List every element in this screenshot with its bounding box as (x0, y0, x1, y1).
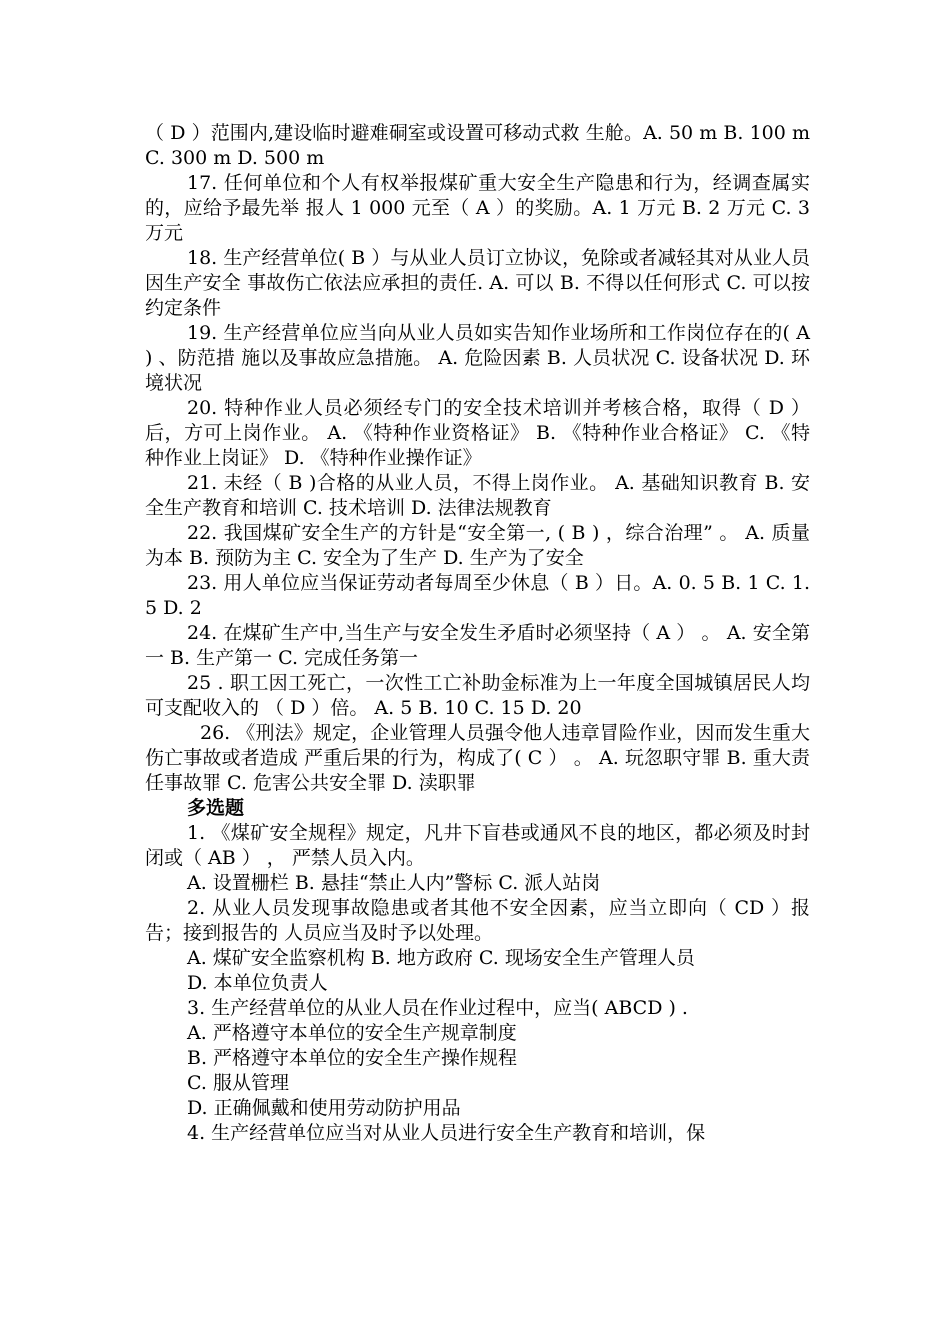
multi-question-4-stem: 4. 生产经营单位应当对从业人员进行安全生产教育和培训，保 (187, 1122, 706, 1144)
question-25: 25 . 职工因工死亡，一次性工亡补助金标准为上一年度全国城镇居民人均可支配收入的 （ D ）倍。 A. 5 B. 10 C. 15 D. 20 (145, 672, 810, 719)
multi-question-2-options-abc: A. 煤矿安全监察机构 B. 地方政府 C. 现场安全生产管理人员 (187, 947, 695, 969)
multi-question-3-stem: 3. 生产经营单位的从业人员在作业过程中，应当( ABCD ) . (187, 997, 688, 1019)
multi-question-3-option-c: C. 服从管理 (187, 1072, 289, 1094)
multi-question-1-options: A. 设置栅栏 B. 悬挂“禁止人内”警标 C. 派人站岗 (187, 872, 601, 894)
multi-question-2-stem: 2. 从业人员发现事故隐患或者其他不安全因素，应当立即向（ CD ）报告；接到报告的 人员应当及时予以处理。 (145, 897, 810, 944)
multi-question-3-option-d: D. 正确佩戴和使用劳动防护用品 (187, 1097, 461, 1119)
question-19: 19. 生产经营单位应当向从业人员如实告知作业场所和工作岗位存在的( A ) 、防范措 施以及事故应急措施。 A. 危险因素 B. 人员状况 C. 设备状况 D. 环境状况 (145, 322, 810, 394)
question-16-continuation: （ D ）范围内,建设临时避难硐室或设置可移动式救 生舱。A. 50 m B. 100 m C. 300 m D. 500 m (145, 122, 810, 169)
question-21: 21. 未经（ B )合格的从业人员，不得上岗作业。 A. 基础知识教育 B. 安全生产教育和培训 C. 技术培训 D. 法律法规教育 (145, 472, 810, 519)
question-23: 23. 用人单位应当保证劳动者每周至少休息（ B ）日。A. 0. 5 B. 1 C. 1. 5 D. 2 (145, 572, 810, 619)
question-22: 22. 我国煤矿安全生产的方针是“安全第一, ( B ) ，综合治理” 。 A. 质量为本 B. 预防为主 C. 安全为了生产 D. 生产为了安全 (145, 522, 810, 569)
document-page (145, 121, 810, 1146)
multi-choice-heading: 多选题 (187, 797, 245, 819)
multi-question-1-stem: 1. 《煤矿安全规程》规定，凡井下盲巷或通风不良的地区，都必须及时封闭或（ AB ） ， 严禁人员入内。 (145, 822, 810, 869)
question-24: 24. 在煤矿生产中,当生产与安全发生矛盾时必须坚持（ A ） 。 A. 安全第一 B. 生产第一 C. 完成任务第一 (145, 622, 810, 669)
multi-question-3-option-a: A. 严格遵守本单位的安全生产规章制度 (187, 1022, 517, 1044)
multi-question-3-option-b: B. 严格遵守本单位的安全生产操作规程 (187, 1047, 518, 1069)
question-20: 20. 特种作业人员必须经专门的安全技术培训并考核合格，取得（ D ）后，方可上岗作业。 A. 《特种作业资格证》 B. 《特种作业合格证》 C. 《特种作业上岗证》 D. 《特种作业操作证》 (145, 397, 810, 469)
question-26: 26. 《刑法》规定，企业管理人员强令他人违章冒险作业，因而发生重大伤亡事故或者造成 严重后果的行为，构成了( C ） 。 A. 玩忽职守罪 B. 重大责任事故罪 C. 危害公共安全罪 D. 渎职罪 (145, 722, 810, 794)
question-17: 17. 任何单位和个人有权举报煤矿重大安全生产隐患和行为，经调查属实的，应给予最先举 报人 1 000 元至（ A ）的奖励。A. 1 万元 B. 2 万元 C. 3 万元 (145, 172, 810, 244)
question-18: 18. 生产经营单位( B ）与从业人员订立协议，免除或者减轻其对从业人员因生产安全 事故伤亡依法应承担的责任. A. 可以 B. 不得以任何形式 C. 可以按约定条件 (145, 247, 810, 319)
multi-question-2-option-d: D. 本单位负责人 (187, 972, 328, 994)
